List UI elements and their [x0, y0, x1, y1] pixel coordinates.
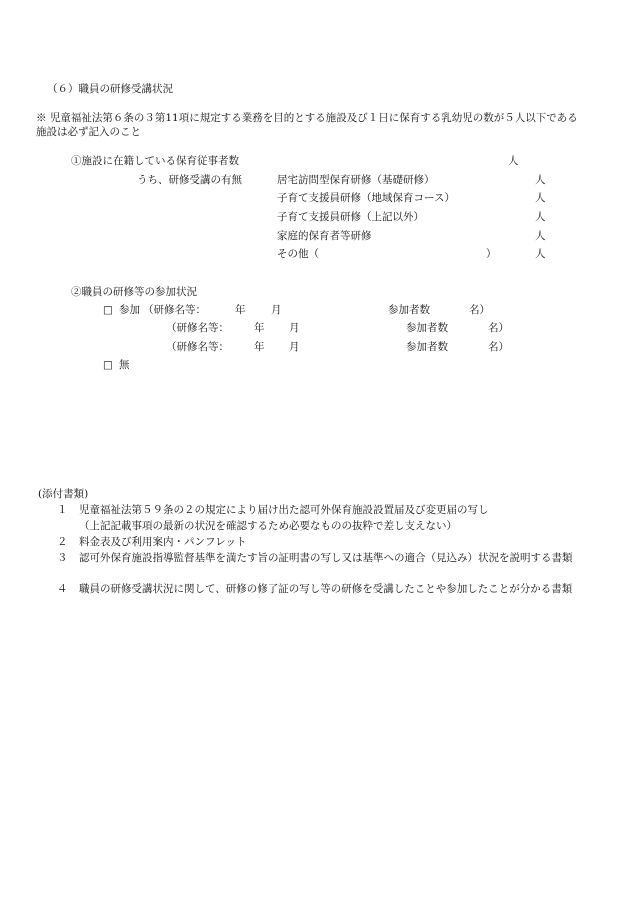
instruction-note: ※ 児童福祉法第６条の３第11項に規定する業務を目的とする施設及び１日に保育する乳幼児の数が５人以下である施設は必ず記入のこと: [36, 112, 578, 138]
participant-count-label: 参加者数: [406, 341, 448, 353]
participant-count-unit: 名）: [469, 304, 490, 316]
month-field: 月: [271, 304, 282, 316]
month-field: 月: [289, 341, 300, 353]
attachment-number: ４: [57, 583, 68, 595]
participant-count-unit: 名）: [488, 322, 509, 334]
attachment-text: 料金表及び利用案内・パンフレット: [79, 536, 247, 548]
participant-count-label: 参加者数: [388, 304, 430, 316]
training-unit: 人: [535, 230, 546, 242]
attachment-number: ３: [57, 552, 68, 564]
section-heading: （６）職員の研修受講状況: [47, 83, 173, 95]
year-field: 年: [235, 304, 246, 316]
training-name-field: （研修名等：: [166, 341, 229, 353]
attachment-text: 職員の研修受講状況に関して、研修の修了証の写し等の研修を受講したことや参加したことが分かる書類: [79, 583, 573, 595]
attachment-number: １: [57, 504, 68, 516]
training-other-close: ）: [486, 248, 497, 260]
year-field: 年: [254, 322, 265, 334]
participation-label: ②職員の研修等の参加状況: [71, 286, 197, 298]
none-checkbox[interactable]: □: [103, 359, 113, 371]
attachment-subtext: （上記記載事項の最新の状況を確認するため必要なものの抜粋で差し支えない）: [79, 520, 457, 532]
attachment-text: 認可外保育施設指導監督基準を満たす旨の証明書の写し又は基準への適合（見込み）状況を説明する書類: [79, 552, 573, 564]
month-field: 月: [289, 322, 300, 334]
training-name-field: （研修名等：: [166, 322, 229, 334]
participate-checkbox[interactable]: □: [103, 304, 113, 316]
staff-count-unit: 人: [508, 155, 519, 167]
attachments-heading: (添付書類): [38, 488, 89, 500]
attachment-text: 児童福祉法第５９条の２の規定により届け出た認可外保育施設設置届及び変更届の写し: [79, 504, 489, 516]
year-field: 年: [254, 341, 265, 353]
attachment-number: ２: [57, 536, 68, 548]
training-subheading: うち、研修受講の有無: [137, 174, 242, 186]
training-unit: 人: [535, 174, 546, 186]
training-name: 子育て支援員研修（地域保育コース）: [277, 192, 455, 204]
participate-label: 参加: [119, 304, 140, 316]
staff-count-label: ①施設に在籍している保育従事者数: [71, 155, 239, 167]
training-other-label: その他（: [277, 248, 319, 260]
training-name: 子育て支援員研修（上記以外）: [277, 211, 424, 223]
participant-count-label: 参加者数: [406, 322, 448, 334]
training-unit: 人: [535, 211, 546, 223]
participant-count-unit: 名）: [488, 341, 509, 353]
training-name-field: （研修名等：: [143, 304, 206, 316]
none-label: 無: [119, 359, 130, 371]
training-name: 居宅訪問型保育研修（基礎研修）: [277, 174, 435, 186]
training-unit: 人: [535, 248, 546, 260]
training-unit: 人: [535, 192, 546, 204]
training-name: 家庭的保育者等研修: [277, 230, 372, 242]
